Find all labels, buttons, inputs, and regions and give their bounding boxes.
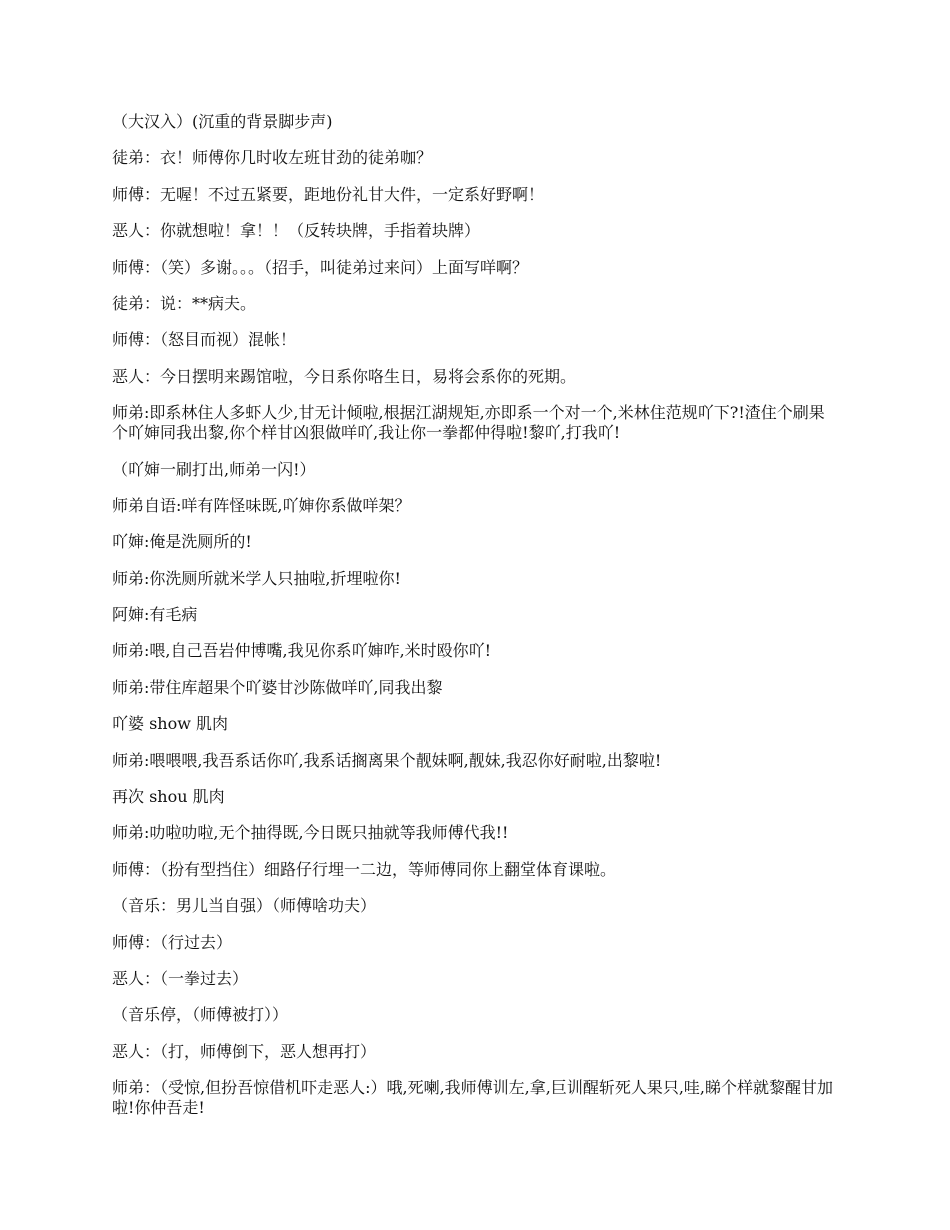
script-line: 恶人：你就想啦！拿！！（反转块牌，手指着块牌） <box>112 221 481 241</box>
script-line: 师傅：（扮有型挡住）细路仔行埋一二边，等师傅同你上翻堂体育课啦。 <box>112 859 617 879</box>
script-line: 徒弟：衣！师傅你几时收左班甘劲的徒弟咖？ <box>112 148 433 168</box>
script-line: 再次 shou 肌肉 <box>112 787 225 807</box>
script-line: （大汉入）(沉重的背景脚步声) <box>112 112 333 131</box>
script-line: 恶人：（打，师傅倒下，恶人想再打） <box>112 1041 377 1061</box>
script-line: 师傅：（怒目而视）混帐！ <box>112 330 297 350</box>
script-line: 师弟自语:咩有阵怪味既,吖婶你系做咩架？ <box>112 495 411 515</box>
script-line: 师弟:你洗厕所就米学人只抽啦,折埋啦你! <box>112 568 401 588</box>
script-line: 师弟:叻啦叻啦,无个抽得既,今日既只抽就等我师傅代我!! <box>112 823 509 843</box>
script-line: 师弟:即系林住人多虾人少,甘无计倾啦,根据江湖规矩,亦即系一个对一个,米林住范规吖下?!渣住个刷果个吖婶同我出黎,你个样甘凶狠做咩吖,我让你一拳都仲得啦!黎吖,打我吖! <box>112 403 825 443</box>
script-line: （音乐：男儿当自强）（师傅啥功夫） <box>112 896 377 916</box>
script-line: 师傅：（笑）多谢。。。（招手，叫徒弟过来问）上面写咩啊？ <box>112 257 529 277</box>
script-line: 师傅：无喔！不过五紧要，距地份礼甘大件，一定系好野啊！ <box>112 184 545 204</box>
script-line: 师弟:喂,自己吾岩仲博嘴,我见你系吖婶咋,米时殴你吖! <box>112 641 492 661</box>
script-line: 恶人：今日摆明来踢馆啦，今日系你咯生日，易将会系你的死期。 <box>112 366 577 386</box>
script-line: 师弟：（受惊,但扮吾惊借机吓走恶人:）哦,死喇,我师傅训左,拿,巨训醒斩死人果只,哇,睇个样就黎醒甘加啦!你仲吾走! <box>112 1078 833 1118</box>
script-line: 师弟:带住库超果个吖婆甘沙陈做咩吖,同我出黎 <box>112 677 443 697</box>
script-line: （音乐停，（师傅被打）） <box>112 1005 289 1025</box>
script-line: 师弟:喂喂喂,我吾系话你吖,我系话搁离果个靓妹啊,靓妹,我忍你好耐啦,出黎啦! <box>112 750 662 770</box>
script-line: 徒弟：说：**病夫。 <box>112 293 257 313</box>
script-line: 师傅：（行过去） <box>112 932 233 952</box>
script-line: 吖婶:俺是洗厕所的! <box>112 532 252 552</box>
script-line: （吖婶一刷打出,师弟一闪!） <box>112 459 316 479</box>
script-line: 阿婶:有毛病 <box>112 605 198 625</box>
script-line: 吖婆 show 肌肉 <box>112 714 229 734</box>
script-line: 恶人：（一拳过去） <box>112 968 249 988</box>
script-document <box>112 112 840 1135</box>
